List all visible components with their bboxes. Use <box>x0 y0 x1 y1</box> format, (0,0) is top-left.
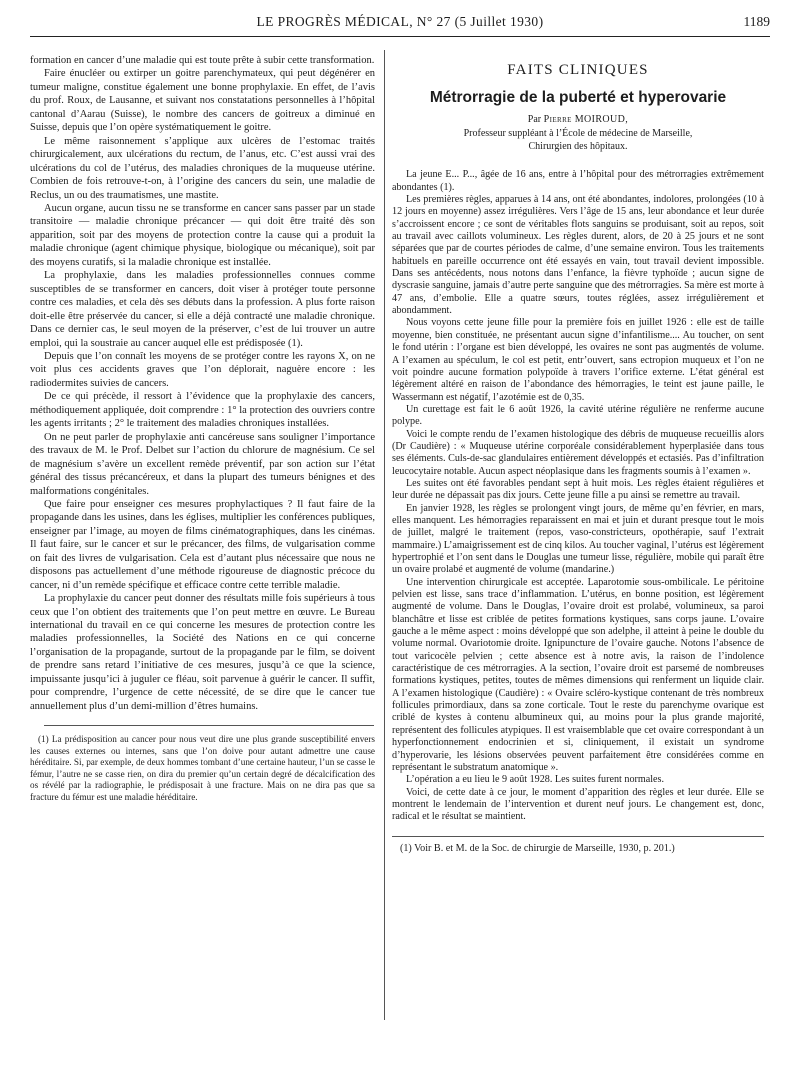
journal-title: LE PROGRÈS MÉDICAL, N° 27 (5 Juillet 1930) <box>256 14 544 29</box>
header-rule <box>30 36 770 37</box>
by-label: Par <box>527 113 542 125</box>
footnote: (1) La prédisposition au cancer pour nous veut dire une plus grande susceptibilité envers les causes externes ou internes, sans que l’on doive pour autant admettre une cause héréditaire. Si, par exemple, de deux hommes tombant d’une certaine hauteur, l’un se casse le fémur, l’autre ne se casse rien, on dira du premier qu’un certain degré de décalcification des os révélé par la radiographie, le prédisposait à une fracture. Mais on ne dira pas que sa fracture du fémur est une maladie héréditaire. <box>30 734 375 802</box>
author-name: Pierre MOIROUD, <box>543 113 629 125</box>
left-column <box>30 54 375 803</box>
author-line <box>392 113 764 126</box>
footnote-separator <box>44 725 374 726</box>
affiliation-line: Chirurgien des hôpitaux. <box>528 140 628 152</box>
section-heading: FAITS CLINIQUES <box>507 62 649 78</box>
paragraph: La prophylaxie, dans les maladies professionnelles connues comme susceptibles de se transformer en cancers, doit viser à protéger toute personne contre ces maladies, et cela dès ses débuts dans la profession. A plus forte raison doit-elle être préservée du cancer, si elle a déjà contracté une maladie chronique. Dans ce dernier cas, le seul moyen de la préserver, c’est de lui trouver un autre emploi, qui la soustraie au cancer auquel elle est prédisposée (1). <box>30 270 375 349</box>
paragraph: Nous voyons cette jeune fille pour la première fois en juillet 1926 : elle est de taille moyenne, bien constituée, ne présentant aucun signe d’infantilisme.... Au toucher, on sent le fond utérin : l’organe est bien développé, les ovaires ne sont pas augmentés de volume. A l’examen au spéculum, le col est petit, entr’ouvert, sans ectropion muqueux et l’on ne voit poindre aucune formation polypoïde à travers l’orifice externe. L’état général est légèrement altéré en raison de l’abondance des hémorragies, le teint est jaune paille, le Wassermann est négatif, l’azotémie est de 0,35. <box>392 317 764 403</box>
paragraph: On ne peut parler de prophylaxie anti cancéreuse sans souligner l’importance des travaux de M. le Prof. Delbet sur l’action du chlorure de magnésium. Ce sel de magnésium s’avère un excellent remède préventif, par son action sur l’état général des tissus précancéreux, et dans la plupart des tumeurs bénignes et des malformations congénitales. <box>30 431 375 497</box>
author-affiliation <box>392 128 764 153</box>
page-number: 1189 <box>743 14 770 29</box>
paragraph: En janvier 1928, les règles se prolongent vingt jours, de même qu’en février, en mars, elles manquent. Les hémorragies reparaissent en mai et juin et durant presque tout le mois de juillet, malgré le traitement (repos, vaso-constricteurs, opothérapie, sauf l’extrait mammaire.) L’amaigrissement est de cinq kilos. Au toucher vaginal, l’utérus est légèrement hypertrophié et l’on sent dans le Douglas une tumeur lisse, régulière, mobile qui paraît être un ovaire prolabé et augmenté de volume (mandarine.) <box>392 502 764 576</box>
paragraph: Une intervention chirurgicale est acceptée. Laparotomie sous-ombilicale. Le péritoine pelvien est lisse, sans trace d’inflammation. L’utérus, en bonne position, est légèrement augmenté de volume. Dans le Douglas, l’ovaire droit est prolabé, volumineux, sa paroi blanchâtre et lisse est criblée de petites formations kystiques, sans corps jaune. L’ovaire gauche a le même aspect : moins développé que son adelphe, il atteint à peine le double du volume normal. Ovariotomie droite. Ignipuncture de l’ovaire gauche. Notons l’absence de tout varicocèle pelvien ; cette absence est à notre avis, la raison de l’indolence caractéristique de ces métrorragies. A la section, l’ovaire droit est parsemé de nombreuses formations kystiques, petites, toutes de mêmes dimensions qui renferment un liquide clair. A l’examen histologique (Caudière) : « Ovaire scléro-kystique contenant de très nombreux follicules primordiaux, dans sa zone corticale. Tout le reste du parenchyme ovarique est criblé de kystes à contenu albumineux qui, au moins pour la plus grande majorité, représentent des follicules atypiques. Il est vraisemblable que cet ovaire correspondant à un hyperfonctionnement endocrinien et si, cliniquement, il existait un syndrome d’hyperovarie, les lésions observées peuvent parfaitement être considérées comme en représentant le substratum anatomique ». <box>392 576 764 773</box>
paragraph: Un curettage est fait le 6 août 1926, la cavité utérine régulière ne renferme aucune polype. <box>392 403 764 428</box>
paragraph: Les suites ont été favorables pendant sept à huit mois. Les règles étaient régulières et leur durée ne dépassait pas dix jours. Cette jeune fille a pu ainsi se remettre au travail. <box>392 477 764 502</box>
paragraph: L’opération a eu lieu le 9 août 1928. Les suites furent normales. <box>406 774 665 786</box>
paragraph: La prophylaxie du cancer peut donner des résultats mille fois supérieurs à tous ceux que l’on obtient des traitements que l’on peut mettre en œuvre. Le Bureau international du travail en ce qui concerne les mesures de protection contre les maladies professionnelles, la Société des Nations en ce qui concerne l’organisation de la propagande, surtout de la propagande par le film, se doivent de prendre sans retard l’initiative de ces mesures, jusqu’à ce que la science, impuissante jusqu’ici à juguler ce fléau, soit parvenue à guérir le cancer. Il suffit, pour comprendre, l’urgence de cette nécessité, de se dire que le cancer tue annuellement plus d’un demi-million d’êtres humains. <box>30 593 375 712</box>
paragraph: Faire énucléer ou extirper un goitre parenchymateux, qui peut dégénérer en tumeur maligne, constitue également une bonne prophylaxie. En effet, de l’avis du prof. Roux, de Lausanne, et suivant nos constatations personnelles à l’hôpital cantonal d’Aarau (Suisse), le nombre des cancers de goitreux a diminué en Suisse, depuis que l’on opère systématiquement le goitre. <box>30 68 375 134</box>
paragraph: La jeune E... P..., âgée de 16 ans, entre à l’hôpital pour des métrorragies extrêmement abondantes (1). <box>392 169 764 193</box>
paragraph: Le même raisonnement s’applique aux ulcères de l’estomac traités chirurgicalement, aux ulcérations du rectum, de l’anus, etc. C’est aussi vrai des ulcérations du col de l’utérus, des maladies chroniques de la muqueuse utérine. Combien de fois retrouve-t-on, à l’origine des cancers du sein, une maladie de Reclus, un ou des traumatismes, une mastite. <box>30 135 375 201</box>
paragraph: Voici le compte rendu de l’examen histologique des débris de muqueuse recueillis alors (Dr Caudière) : « Muqueuse utérine corporéale considérablement hyperplasiée dans tous ses éléments. Culs-de-sac glandulaires entièrement développés et ectasiés. Pas d’infiltration leucocytaire notable. Aucun aspect néoplasique dans les fragments soumis à l’examen ». <box>392 428 764 477</box>
paragraph: Depuis que l’on connaît les moyens de se protéger contre les rayons X, on ne voit plus ces accidents graves que l’on déplorait, naguère encore : les radiodermites suivies de cancers. <box>30 350 375 389</box>
paragraph: Aucun organe, aucun tissu ne se transforme en cancer sans passer par un stade transitoire — maladie chronique précancer — qui doit être traité dès son apparition, soit par des moyens de protection contre la cause qui a produit la maladie chronique (agent chimique physique, biologique ou mécanique), soit par des moyens curatifs, si la maladie chronique est installée. <box>30 202 375 268</box>
running-header <box>30 14 770 36</box>
reference-separator <box>392 836 764 837</box>
paragraph: formation en cancer d’une maladie qui est toute prête à subir cette transformation. <box>30 55 375 66</box>
reference-note: (1) Voir B. et M. de la Soc. de chirurgie de Marseille, 1930, p. 201.) <box>400 842 675 854</box>
paragraph: Que faire pour enseigner ces mesures prophylactiques ? Il faut faire de la propagande dans les usines, dans les églises, multiplier les conférences publiques, enseigner par l’image, au moyen de films cinématographiques, dans les cinémas. Il faut faire, sur le cancer et sur le précancer, des films, de vulgarisation comme on fait des livres de vulgarisation. Cela est d’autant plus nécessaire que nous ne disposons pas actuellement d’une méthode rigoureuse de diagnostic précoce du cancer, ni d’un remède spécifique et efficace contre cette terrible maladie. <box>30 498 375 591</box>
affiliation-line: Professeur suppléant à l’École de médecine de Marseille, <box>463 128 693 140</box>
paragraph: Voici, de cette date à ce jour, le moment d’apparition des règles et leur durée. Elle se montrent le lendemain de l’intervention et durent neuf jours. Le changement est, donc, radical et le résultat se maintient. <box>392 786 764 823</box>
paragraph: Les premières règles, apparues à 14 ans, ont été abondantes, indolores, prolongées (10 à 12 jours en moyenne) assez irrégulières. Vers l’âge de 15 ans, leur abondance et leur durée s’accroissent encore ; ce sont de véritables flots sanguins se produisant, soit au repos, soit au travail avec caillots volumineux. Les règles durent, alors, de 20 à 25 jours et ne sont séparées que par de courtes périodes de calme, d’une semaine environ. Tous les traitements habituels en pareille occurrence ont été essayés en vain, tout travail devient impossible. Dans ses antécédents, nous notons dans l’enfance, la fièvre typhoïde ; aucun signe de dyscrasie sanguine, jamais d’autre perte sanguine que des métrorragies. Sa mère est morte à 47 ans, d’embolie. Elle a quatre sœurs, toutes réglées, assez irrégulièrement et abondamment. <box>392 194 764 317</box>
column-divider <box>384 50 385 1020</box>
article-title: Métrorragie de la puberté et hyperovarie <box>429 89 727 107</box>
right-column <box>392 54 764 855</box>
paragraph: De ce qui précède, il ressort à l’évidence que la prophylaxie des cancers, méthodiquement appliquée, doit comprendre : 1° la protection des ouvriers contre les agents irritants ; 2° le traitement des maladies chroniques installées. <box>30 391 375 430</box>
